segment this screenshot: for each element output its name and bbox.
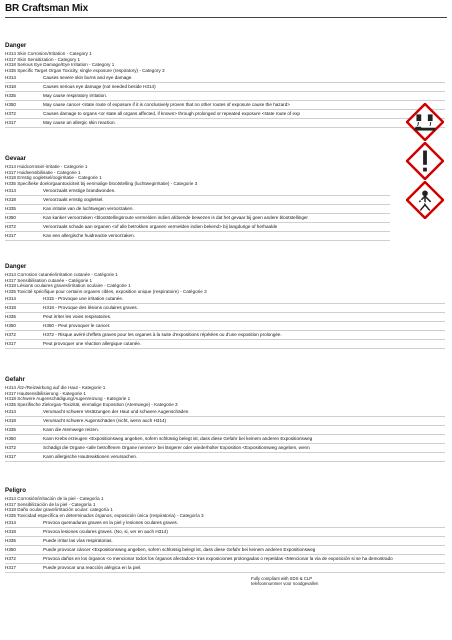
hazard-code: H335 <box>5 93 16 99</box>
section-french <box>5 263 445 349</box>
hazard-text: Kan een allergische huidreactie veroorzaken. <box>43 232 135 238</box>
hazard-text: Kan kanker veroorzaken <blootstellingsroute vermelden indien afdoende bewezen is dat het gevaar bij geen andere blootstellinger <box>43 215 308 221</box>
hazard-code: H318 <box>5 84 16 90</box>
section-spanish <box>5 487 445 573</box>
corrosion-pictogram <box>406 103 444 141</box>
hazard-row <box>5 546 445 555</box>
hazard-row <box>5 101 445 110</box>
hazard-code: H314 <box>5 75 16 81</box>
hazard-code: H350 <box>5 547 16 553</box>
hazard-code: H318 <box>5 529 16 535</box>
hazard-text: H318 - Provoque des lésions oculaires graves. <box>43 305 138 311</box>
footer-stamp-line: Fully compliant with SDS & CLP <box>251 576 313 581</box>
hazard-row <box>5 74 445 83</box>
classification-line: H314 Ätz-/Reizwirkung auf die Haut - Kategorie 1 <box>5 385 106 390</box>
classification-line: H317 Sensibilisation cutanée - Catégorie 1 <box>5 277 93 283</box>
hazard-code: H317 <box>5 232 16 238</box>
hazard-code: H350 <box>5 102 16 108</box>
hazard-row <box>5 528 445 537</box>
hazard-row <box>5 187 390 196</box>
hazard-code: H372 <box>5 110 16 116</box>
hazard-row <box>5 92 445 101</box>
classification-line: H335 Toxicité spécifique pour certains organes cibles, exposition unique (respiratoire) - Catégorie 3 <box>5 288 207 294</box>
section-heading: Peligro <box>5 487 26 494</box>
hazard-text: Causes serious eye damage (not needed beside H314) <box>43 84 156 90</box>
classification-line: H335 Spezifische Zielorgan-Toxizität, einmalige Exposition (Atemwege) - Kategorie 3 <box>5 401 178 407</box>
hazard-code: H314 <box>5 188 16 194</box>
hazard-row <box>5 313 445 322</box>
section-english <box>5 42 445 128</box>
hazard-row <box>5 232 390 241</box>
hazard-row <box>5 340 445 349</box>
hazard-row <box>5 555 445 564</box>
hazard-code: H372 <box>5 555 16 561</box>
hazard-row <box>5 295 445 304</box>
hazard-row <box>5 519 445 528</box>
hazard-text: Puede provocar una reacción alérgica en la piel. <box>43 564 142 570</box>
hazard-row <box>5 205 390 214</box>
classification-line: H314 Skin Corrosion/Irritation - Category 1 <box>5 51 92 56</box>
hazard-text: May cause cancer <state route of exposure if it is conclusively proven that no other routes of exposure cause the hazard> <box>43 102 290 108</box>
hazard-text: Kann allergische Hautreaktionen verursachen. <box>43 453 138 459</box>
classification-line: H317 Sensibilización de la piel - Categoría 1 <box>5 501 96 507</box>
hazard-text: H372 - Risque avéré d'effets graves pour les organes à la suite d'expositions répétées ou d'une exposition prolongée. <box>43 331 282 337</box>
hazard-code: H317 <box>5 119 16 125</box>
hazard-statement-list <box>5 74 445 127</box>
hazard-row <box>5 435 445 444</box>
hazard-statement-list <box>5 519 445 572</box>
hazard-code: H335 <box>5 427 16 433</box>
section-dutch <box>5 155 445 241</box>
hazard-row <box>5 426 445 435</box>
hazard-row <box>5 110 445 119</box>
hazard-row <box>5 564 445 573</box>
hazard-code: H314 <box>5 520 16 526</box>
hazard-text: Kan irritatie van de luchtwegen veroorzaken. <box>43 206 134 212</box>
classification-line: H317 Skin Sensitization - Category 1 <box>5 56 81 62</box>
hazard-text: H350 - Peut provoquer le cancer. <box>43 323 111 329</box>
hazard-code: H314 <box>5 296 16 302</box>
hazard-text: Peut irriter les voies respiratoires. <box>43 314 112 320</box>
hazard-text: Puede provocar cáncer <Expositionsweg angeben, sofern schlüssig belegt ist, dass diese Gefahr bei keinem anderen Expositionsweg <box>43 547 316 553</box>
hazard-code: H317 <box>5 340 16 346</box>
hazard-row <box>5 119 445 128</box>
hazard-text: May cause an allergic skin reaction. <box>43 119 116 125</box>
section-heading: Danger <box>5 42 27 49</box>
hazard-text: Verursacht schwere Verätzungen der Haut und schwere Augenschäden. <box>43 409 190 415</box>
hazard-code: H317 <box>5 453 16 459</box>
section-heading: Gefahr <box>5 376 25 383</box>
hazard-code: H318 <box>5 418 16 424</box>
hazard-text: Causes damage to organs <or state all organs affected, if known> through prolonged or repeated exposure <state route of exp <box>43 110 300 116</box>
hazard-code: H350 <box>5 215 16 221</box>
hazard-code: H350 <box>5 323 16 329</box>
footer-stamp-line: telefoonnummer voor noodgevallen <box>251 581 319 586</box>
classification-line: H335 Toxicidad específica en determinados órganos, exposición única (respiratoria) - Categoría 3 <box>5 512 204 518</box>
hazard-text: Veroorzaakt ernstig oogletsel. <box>43 197 104 203</box>
hazard-row <box>5 331 445 340</box>
hazard-code: H372 <box>5 223 16 229</box>
hazard-statement-list <box>5 408 445 461</box>
hazard-row <box>5 408 445 417</box>
hazard-text: Provoca lesiones oculares graves. (No, si, ver en auch H314) <box>43 529 168 535</box>
hazard-row <box>5 444 445 453</box>
hazard-text: Schädigt die Organe <alle betroffenen Organe nennen> bei längerer oder wiederholter Exposition <Expositionsweg angeben, wenn <box>43 444 310 450</box>
hazard-code: H314 <box>5 409 16 415</box>
hazard-row <box>5 223 390 232</box>
hazard-code: H318 <box>5 197 16 203</box>
classification-line: H317 Huidsensibilisatie - Categorie 1 <box>5 169 81 175</box>
hazard-row <box>5 537 445 546</box>
hazard-text: Kann die Atemwege reizen. <box>43 427 99 433</box>
classification-line: H318 Lésions oculaires graves/irritation oculaire - Catégorie 1 <box>5 283 131 289</box>
hazard-text: Verursacht schwere Augenschäden (nicht, wenn auch H314) <box>43 418 167 424</box>
classification-line: H314 Huidcorrosie/-irritatie - Categorie 1 <box>5 164 88 169</box>
hazard-text: Puede irritar las vías respiratorias. <box>43 538 113 544</box>
hazard-text: Veroorzaakt schade aan organen <of alle betrokken organen vermelden indien bekend> bij langdurige of herhaalde <box>43 223 278 229</box>
classification-line: H317 Hautsensibilisierung - Kategorie 1 <box>5 390 86 396</box>
hazard-row <box>5 453 445 462</box>
hazard-statement-list <box>5 295 445 348</box>
hazard-text: Veroorzaakt ernstige brandwonden. <box>43 188 116 194</box>
hazard-text: Kann Krebs erzeugen <Expositionsweg angeben, sofern schlüssig belegt ist, dass diese Gefahr bei keinem anderen Expositionsweg <box>43 436 313 442</box>
classification-line: H314 Corrosión/irritación de la piel - Categoría 1 <box>5 496 104 501</box>
hazard-code: H318 <box>5 305 16 311</box>
hazard-statement-list <box>5 187 390 240</box>
hazard-text: Peut provoquer une réaction allergique cutanée. <box>43 340 142 346</box>
title-divider <box>5 17 447 18</box>
hazard-row <box>5 417 445 426</box>
hazard-code: H317 <box>5 564 16 570</box>
hazard-code: H372 <box>5 331 16 337</box>
hazard-code: H335 <box>5 314 16 320</box>
section-german <box>5 376 445 462</box>
hazard-text: H315 - Provoque une irritation cutanée. <box>43 296 124 302</box>
footer-stamp <box>251 576 318 586</box>
hazard-code: H372 <box>5 444 16 450</box>
classification-line: H318 Ernstig oogletsel/oogirritatie - Categorie 1 <box>5 175 102 181</box>
hazard-row <box>5 214 390 223</box>
section-heading: Danger <box>5 263 27 270</box>
classification-line: H318 Schwere Augenschädigung/Augenreizung - Kategorie 1 <box>5 396 131 402</box>
classification-line: H318 Serious Eye Damage/Eye Irritation - Category 1 <box>5 62 115 68</box>
classification-line: H335 Specific Target Organ Toxicity, single exposure (respiratory) - Category 3 <box>5 67 165 73</box>
section-heading: Gevaar <box>5 155 26 162</box>
hazard-code: H335 <box>5 538 16 544</box>
hazard-text: Causes severe skin burns and eye damage. <box>43 75 133 81</box>
hazard-row <box>5 304 445 313</box>
hazard-code: H335 <box>5 206 16 212</box>
document-title: BR Craftsman Mix <box>5 3 88 14</box>
hazard-text: Provoca daños en los órganos <o mencionar todos los órganos afectados> tras exposiciones prolongadas o repetidas <Mencionar la vía de exposición si se ha demostrado <box>43 555 393 561</box>
classification-line: H318 Daño ocular grave/irritación ocular: categoría 1 <box>5 507 113 513</box>
classification-line: H335 Specifieke doelorgaantoxiciteit bij eenmalige blootstelling (luchtwegirritatie) - Categorie 3 <box>5 180 198 186</box>
hazard-text: May cause respiratory irritation. <box>43 93 108 99</box>
hazard-row <box>5 322 445 331</box>
hazard-text: Provoca quemaduras graves en la piel y lesiones oculares graves. <box>43 520 179 526</box>
hazard-code: H350 <box>5 436 16 442</box>
classification-line: H314 Corrosion cutanée/irritation cutanée - Catégorie 1 <box>5 272 118 277</box>
hazard-row <box>5 196 390 205</box>
hazard-row <box>5 83 445 92</box>
